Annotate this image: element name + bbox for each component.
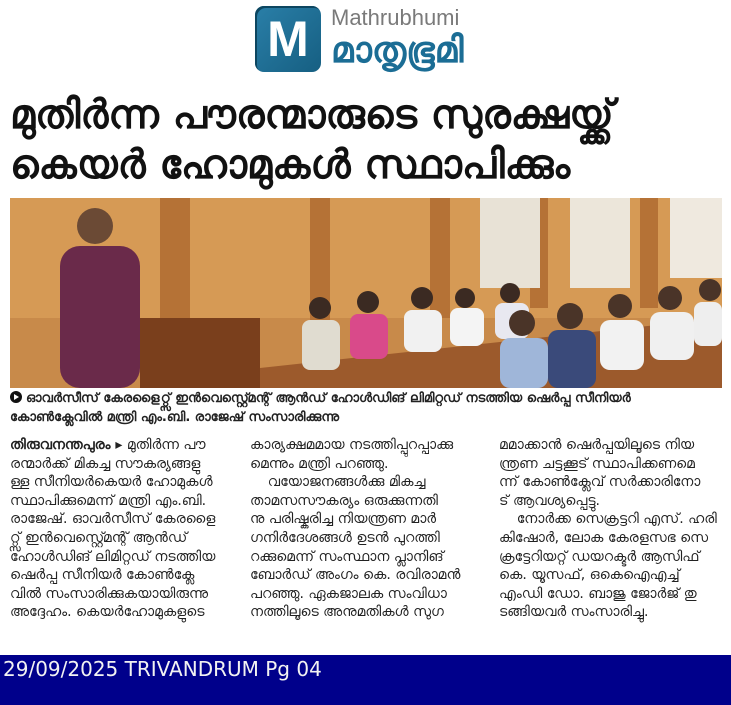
article-line: രന്മാർക്ക് മികച്ച സൗകര്യങ്ങളു	[10, 455, 201, 472]
footer-bar	[0, 655, 731, 705]
article-line: പറഞ്ഞു. ഏകജാലക സംവിധാ	[250, 585, 447, 602]
article-line: കിഷോർ, ലോക കേരളസഭ സെ	[499, 529, 709, 546]
article-line: ഹോൾഡിങ് ലിമിറ്റഡ് നടത്തിയ	[10, 548, 216, 565]
article-line: ടങ്ങിയവർ സംസാരിച്ചു.	[499, 604, 649, 621]
article-line: താമസസൗകര്യം ഒരുക്കുന്നതി	[250, 492, 438, 509]
article-line: കാര്യക്ഷമമായ നടത്തിപ്പുറപ്പാക്കു	[250, 437, 454, 453]
article-line: ക്രട്ടേറിയറ്റ് ഡയറക്ടർ ആസിഫ്	[499, 548, 700, 565]
article-line: അദ്ദേഹം. കെയർഹോമുകളുടെ	[10, 604, 205, 621]
article-line: മമാക്കാൻ ഷെർപ്പയിലൂടെ നിയ	[499, 437, 695, 453]
logo-name-english: Mathrubhumi	[331, 5, 460, 30]
article-line: ന്ന് കോൺക്ലേവ് സർക്കാരിനോ	[499, 474, 701, 491]
article-line: ഗനിർദേശങ്ങൾ ഉടൻ പുറത്തി	[250, 529, 440, 546]
article-line: രാജേഷ്. ഓവർസീസ് കേരളൈ	[10, 511, 216, 528]
dateline: തിരുവനന്തപുരം ▸	[10, 437, 123, 453]
edition-info: 29/09/2025 TRIVANDRUM Pg 04	[3, 657, 322, 681]
article-line: മുതിർന്ന പൗ	[122, 437, 206, 453]
article-line: ന്ത്രണ ചട്ടക്കൂട് സ്ഥാപിക്കണമെ	[499, 455, 695, 472]
headline-line: കെയർ ഹോമുകൾ സ്ഥാപിക്കും	[10, 142, 571, 188]
headline	[10, 90, 725, 190]
article-column-1	[10, 436, 242, 622]
article-line: മെന്നും മന്ത്രി പറഞ്ഞു.	[250, 455, 389, 472]
article-column-2	[250, 436, 488, 622]
logo-name-malayalam: മാതൃഭൂമി	[331, 30, 464, 71]
article-line: സ്ഥാപിക്കുമെന്ന് മന്ത്രി എം.ബി.	[10, 492, 207, 509]
headline-line: മുതിർന്ന പൗരന്മാരുടെ സുരക്ഷയ്ക്ക്	[10, 92, 614, 138]
article-line: വയോജനങ്ങൾക്കു മികച്ച	[250, 474, 426, 491]
article-line: എംഡി ഡോ. ബാജു ജോർജ് തു	[499, 585, 697, 602]
logo-mark: M	[255, 6, 321, 72]
article-column-3	[499, 436, 724, 622]
article-line: നു പരിഷ്കരിച്ച നിയന്ത്രണ മാർ	[250, 511, 437, 528]
news-photo	[10, 198, 722, 388]
caption-line: ഓവർസീസ് കേരളൈറ്റ്സ് ഇൻവെസ്റ്റ്മെന്റ് ആൻഡ് ഹോൾഡിങ് ലിമിറ്റഡ് നടത്തിയ ഷെർപ്പ സീനിയർ	[26, 391, 631, 406]
play-icon	[10, 391, 22, 403]
article-line: ട് ആവശ്യപ്പെട്ടു.	[499, 492, 601, 509]
mathrubhumi-logo	[255, 4, 464, 74]
article-line: റക്കുമെന്ന് സംസ്ഥാന പ്ലാനിങ്	[250, 548, 444, 565]
article-line: വിൽ സംസാരിക്കുകയായിരുന്നു	[10, 585, 209, 602]
article-line: ബോർഡ് അംഗം കെ. രവിരാമൻ	[250, 567, 461, 584]
article-line: ഷെർപ്പ സീനിയർ കോൺക്ലേ	[10, 567, 195, 584]
article-line: കെ. യൂസഫ്, ഒകെഐഎച്ച്	[499, 567, 680, 584]
photo-caption	[10, 389, 722, 427]
article-line: ള്ള സീനിയർകെയർ ഹോമുകൾ	[10, 474, 213, 491]
article-line: റ്റ്സ് ഇൻവെസ്റ്റ്മെന്റ് ആൻഡ്	[10, 529, 188, 546]
article-line: നോർക്ക സെക്രട്ടറി എസ്. ഹരി	[499, 511, 717, 528]
article-line: നത്തിലൂടെ അനുമതികൾ സുഗ	[250, 604, 444, 621]
caption-line: കോൺക്ലേവിൽ മന്ത്രി എം.ബി. രാജേഷ് സംസാരിക്കുന്നു	[10, 410, 340, 425]
